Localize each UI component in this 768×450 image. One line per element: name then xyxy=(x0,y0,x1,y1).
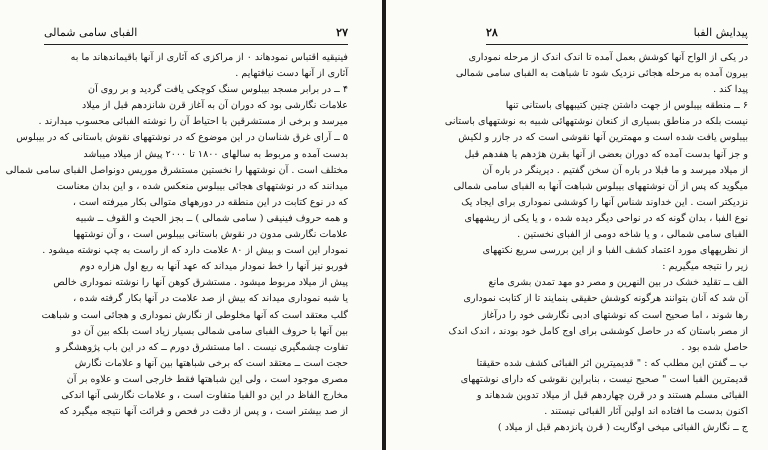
text-line: مخارج الفاظ در این دو الفبا متفاوت است ، و علامات نگارشی آنها اندکی xyxy=(61,389,348,401)
text-line: میرسد و برخی از مستشرقین با احتیاط آن را نوشته الفبائی محسوب میدارند . xyxy=(38,116,348,128)
text-line: پیش از میلاد مربوط میشود . مستشرق کوهن آنها را نوشته نموداری خالص xyxy=(53,277,348,289)
text-line: ۴ ــ در برابر مسجد بیبلوس سنگ کوچکی یافت گردید و بر روی آن xyxy=(88,84,348,96)
text-line: میدانند که در نوشتههای هجائی بیبلوس منعکس شده ، و این بدان معناست xyxy=(56,180,348,192)
text-line: زیر را نتیجه میگیریم : xyxy=(662,261,748,273)
text-line: الفبای سامی شمالی ، و یا شاخه دومی از الفبای نخستین . xyxy=(517,229,748,241)
text-line: ۵ ــ آرای غرق شناسان در این موضوع که در نوشتههای نقوش باستانی که در بیبلوس xyxy=(16,132,348,144)
text-line: حاصل شده بود . xyxy=(681,341,748,353)
text-line: گلب معتقد است که آنها مخلوطی از نگارش نموداری و هجائی است و شباهت xyxy=(41,309,348,321)
text-line: یا شبه نموداری میداند که بیش از صد علامت در آنها بکار گرفته شده ، xyxy=(73,293,348,305)
text-line: در یکی از الواح آنها کوشش بعمل آمده تا اندک اندک از مرحله نموداری xyxy=(468,52,748,63)
text-line: میگوید که پس از آن نوشتههای بیبلوس شباهت آنها به الفبای سامی شمالی xyxy=(453,180,748,192)
text-line: ۶ ــ منطقه بیبلوس از جهت داشتن چنین کتیبههای باستانی تنها xyxy=(505,100,748,112)
text-line: نیست بلکه در مناطق بسیاری از کنعان نوشتههائی شبیه به نوشتههای باستانی xyxy=(444,116,748,128)
text-line: رها شوند ، اما صحیح است که نوشتهای ادبی نگارشی خود را درآغاز xyxy=(481,309,748,321)
left-page xyxy=(0,0,382,450)
text-line: از نظریههای مورد اعتماد کشف الفبا و از این بررسی سریع نکتههای xyxy=(482,245,748,257)
running-title: الفبای سامی شمالی xyxy=(44,26,138,39)
text-line: از میلاد میرسد و ما قبلا در باره آن سخن گفتیم . دیرینگر در باره آن xyxy=(482,164,748,176)
text-line: ب ــ گفتن این مطلب که : " قدیمیترین اثر الفبائی کشف شده حقیقتا xyxy=(476,357,748,369)
page-number: ۲۸ xyxy=(486,26,498,39)
text-line: پیدا کند . xyxy=(713,84,748,96)
text-line: آن شد که آنان بتوانند هرگونه کوشش حقیقی بنمایند تا از کتابت نموداری xyxy=(463,293,748,305)
header-rule xyxy=(486,44,748,45)
text-line: علامات نگارشی بود که دوران آن به آغاز قرن شانزدهم قبل از میلاد xyxy=(82,100,348,112)
right-page-header xyxy=(486,26,748,42)
text-line: حجت است ــ معتقد است که برخی شباهتها بین آنها و علامات نگارش xyxy=(74,357,348,369)
page-number: ۲۷ xyxy=(336,26,348,39)
text-line: مختلف است . آن نوشتهها را نخستین مستشرق موریس دونواصل الفبای سامی شمالی xyxy=(5,164,348,176)
text-line: نمودار این است و بیش از ۸۰ علامت دارد که از راست به چپ نوشته میشود . xyxy=(42,245,348,257)
text-line: فوربو نیز آنها را خط نمودار میداند که عهد آنها به ربع اول هزاره دوم xyxy=(79,261,348,273)
text-line: از مصر باستان که در حاصل کوششی برای اوج کامل خود بودند ، اندک اندک xyxy=(448,325,748,337)
text-line: و همه حروف فینیقی ( سامی شمالی ) ــ بجز الحیث و القوف ــ شبیه xyxy=(75,212,348,224)
text-line: بیرون آمده به مرحله هجائی نزدیک شود تا شباهت به الفبای سامی شمالی xyxy=(455,68,748,80)
text-line: نوع الفبا ، بدان گونه که در نواحی دیگر دیده شده ، و یا یکی از ریشههای xyxy=(464,212,748,224)
right-page xyxy=(386,0,768,450)
text-line: مصری موجود است ، ولی این شباهتها فقط خارجی است و علاوه بر آن xyxy=(66,373,348,385)
text-line: ج ــ نگارش الفبائی میخی اوگاریت ( قرن پانزدهم قبل از میلاد ) xyxy=(497,422,748,434)
page-body-text xyxy=(5,50,348,420)
text-line: آثاری از آنها دست نیافتهایم . xyxy=(235,68,348,80)
text-line: اکنون بدست ما افتاده اند اولین آثار الفبائی نیستند . xyxy=(544,406,748,418)
page-body-text xyxy=(444,50,748,436)
text-line: بین آنها با حروف الفبای سامی شمالی بسیار زیاد است بلکه بین آن دو xyxy=(72,325,348,337)
text-line: علامات نگارشی مدون در نقوش باستانی بیبلوس است ، و آن نوشتهها xyxy=(73,229,348,241)
text-line: فینیقیه اقتباس نمودهاند ۰ از مراکزی که آثاری از آنها باقیماندهاند ما به xyxy=(70,52,348,63)
left-page-header xyxy=(44,26,348,42)
text-line: نزدیکتر است . این خداوند شناس آنها را کوششی نموداری برای ایجاد یک xyxy=(461,196,748,208)
text-line: و جز آنها بدست آمده که دوران بعضی از آنها بقرن هژدهم یا هفدهم قبل xyxy=(464,148,748,160)
text-line: قدیمترین الفبا است " صحیح نیست ، بنابراین نقوشی که دارای نوشتههای xyxy=(460,373,748,385)
text-line: بیبلوس یافت شده است و مهمترین آنها نقوشی است که در جازر و لکیش xyxy=(458,132,748,144)
text-line: الف ــ تقلید خشک در بین النهرین و مصر دو مهد تمدن بشری مانع xyxy=(488,277,748,289)
text-line: از صد بیشتر است ، و پس از دقت در فحص و قرائت آنها نتیجه میگیرد که xyxy=(59,406,348,418)
header-rule xyxy=(44,44,348,45)
text-line: الفبائی مسلم هستند و در قرن چهاردهم قبل از میلاد تدوین شدهاند و xyxy=(476,389,748,401)
running-title: پیدایش الفبا xyxy=(693,26,748,39)
text-line: تفاوت چشمگیری نیست . اما مستشرق دورم ــ که در این باب پژوهشگر و xyxy=(55,341,348,353)
text-line: بدست آمده و مربوط به سالهای ۱۸۰۰ تا ۲۰۰۰ پیش از میلاد میباشد xyxy=(83,148,348,160)
text-line: که در نوع کتابت در این منطقه در دورههای متوالی بکار میرفته است ، xyxy=(72,196,348,208)
